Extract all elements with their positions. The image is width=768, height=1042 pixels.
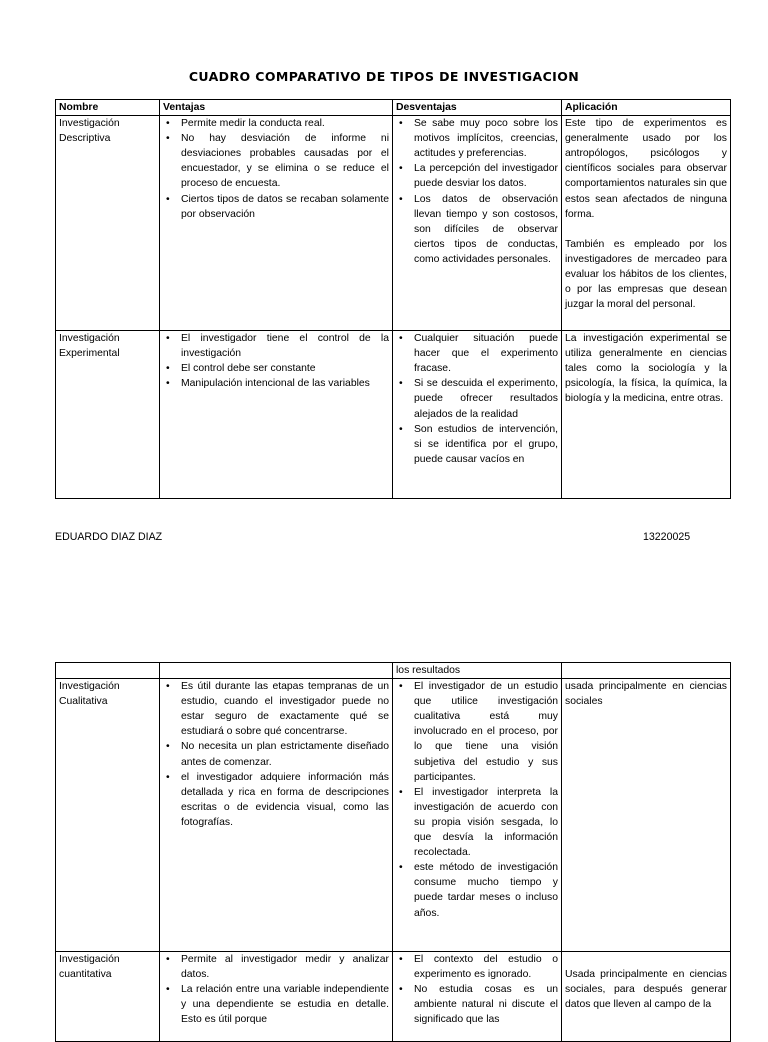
list-item: • No hay desviación de informe ni desviaciones probables causadas por el encuestador, y se elimina o se reduce el proceso de encuesta. [163,131,389,191]
desventajas-list [396,679,558,921]
list-item: • Permite medir la conducta real. [163,116,389,131]
list-item: • Es útil durante las etapas tempranas de un estudio, cuando el investigador puede no estar seguro de exactamente qué se estudiará o sobre qué concentrarse. [163,679,389,739]
list-item: • Permite al investigador medir y analizar datos. [163,952,389,982]
header-nombre: Nombre [56,100,160,116]
list-item: • Ciertos tipos de datos se recaban solamente por observación [163,192,389,222]
list-item: • Los datos de observación llevan tiempo y son costosos, son difíciles de observar ciertos tipos de conductas, como actividades personales. [396,192,558,267]
ventajas-list [163,679,389,830]
document-page-2 [0,600,768,1024]
table-header-row [56,100,731,116]
empty-cell [562,663,731,679]
list-item: • El investigador tiene el control de la investigación [163,331,389,361]
list-item: • El investigador interpreta la investigación de acuerdo con su propia visión sesgada, lo que desvía la información recolectada. [396,785,558,860]
ventajas-cell [160,116,393,331]
table-row [56,116,731,331]
header-desventajas: Desventajas [393,100,562,116]
list-item: • Manipulación intencional de las variables [163,376,389,391]
list-item: • El investigador de un estudio que utilice investigación cualitativa está muy involucrado en el proceso, por lo que tiene una visión subjetiva del estudio y sus participantes. [396,679,558,785]
aplicacion-paragraph: Usada principalmente en ciencias sociales, para después generar datos que lleven al campo de la [565,969,727,1011]
row-name: Investigación Cualitativa [56,679,160,952]
aplicacion-cell [562,331,731,499]
ventajas-cell [160,331,393,499]
aplicacion-cell [562,116,731,331]
list-item: • La relación entre una variable independiente y una dependiente se estudia en detalle. Esto es útil porque [163,982,389,1027]
aplicacion-paragraph: Este tipo de experimentos es generalmente usado por los antropólogos, psicólogos y científicos sociales para observar comportamientos naturales sin que estos sean afectados de ninguna forma. [565,118,727,220]
comparison-table [55,99,731,499]
desventajas-cell [393,679,562,952]
list-item: • Se sabe muy poco sobre los motivos implícitos, creencias, actitudes y preferencias. [396,116,558,161]
ventajas-cell [160,679,393,952]
table-row-continued [56,663,731,679]
empty-cell [160,663,393,679]
ventajas-list [163,952,389,1027]
list-item: • el investigador adquiere información más detallada y rica en forma de descripciones escritas o de evidencia visual, como las fotografías. [163,770,389,830]
desventajas-list [396,331,558,467]
desventajas-cell [393,331,562,499]
desventajas-cell [393,116,562,331]
empty-cell [56,663,160,679]
aplicacion-paragraph: También es empleado por los investigadores de mercadeo para evaluar los hábitos de los clientes, o por las empresas que desean juzgar la moral del personal. [565,238,727,311]
list-item: • este método de investigación consume mucho tiempo y puede tardar meses o incluso años. [396,860,558,920]
ventajas-list [163,331,389,391]
list-item: • Son estudios de intervención, si se identifica por el grupo, puede causar vacíos en [396,422,558,467]
document-title: CUADRO COMPARATIVO DE TIPOS DE INVESTIGACION [188,69,580,84]
list-item: • El contexto del estudio o experimento es ignorado. [396,952,558,982]
list-item: • El control debe ser constante [163,361,389,376]
paragraph-spacer [565,222,727,237]
table-row [56,679,731,952]
header-ventajas: Ventajas [160,100,393,116]
list-item: • Si se descuida el experimento, puede ofrecer resultados alejados de la realidad [396,376,558,421]
list-item: • No estudia cosas es un ambiente natural ni discute el significado que las [396,982,558,1027]
ventajas-list [163,116,389,222]
aplicacion-paragraph: usada principalmente en ciencias sociales [565,681,727,708]
table-row [56,952,731,1042]
continued-text: los resultados [393,663,562,679]
row-name: Investigación Descriptiva [56,116,160,331]
row-name: Investigación cuantitativa [56,952,160,1042]
table-row [56,331,731,499]
aplicacion-paragraph: La investigación experimental se utiliza generalmente en ciencias tales como la sociología y la psicología, la física, la química, la biología y la medicina, entre otras. [565,333,727,405]
footer-id: 13220025 [643,531,691,543]
list-item: • La percepción del investigador puede desviar los datos. [396,161,558,191]
desventajas-list [396,952,558,1027]
ventajas-cell [160,952,393,1042]
aplicacion-cell [562,952,731,1042]
list-item: • No necesita un plan estrictamente diseñado antes de comenzar. [163,739,389,769]
header-aplicacion: Aplicación [562,100,731,116]
row-name: Investigación Experimental [56,331,160,499]
footer-author: EDUARDO DIAZ DIAZ [55,531,163,543]
desventajas-list [396,116,558,267]
list-item: • Cualquier situación puede hacer que el experimento fracase. [396,331,558,376]
aplicacion-cell [562,679,731,952]
comparison-table-continued [55,662,731,1042]
desventajas-cell [393,952,562,1042]
